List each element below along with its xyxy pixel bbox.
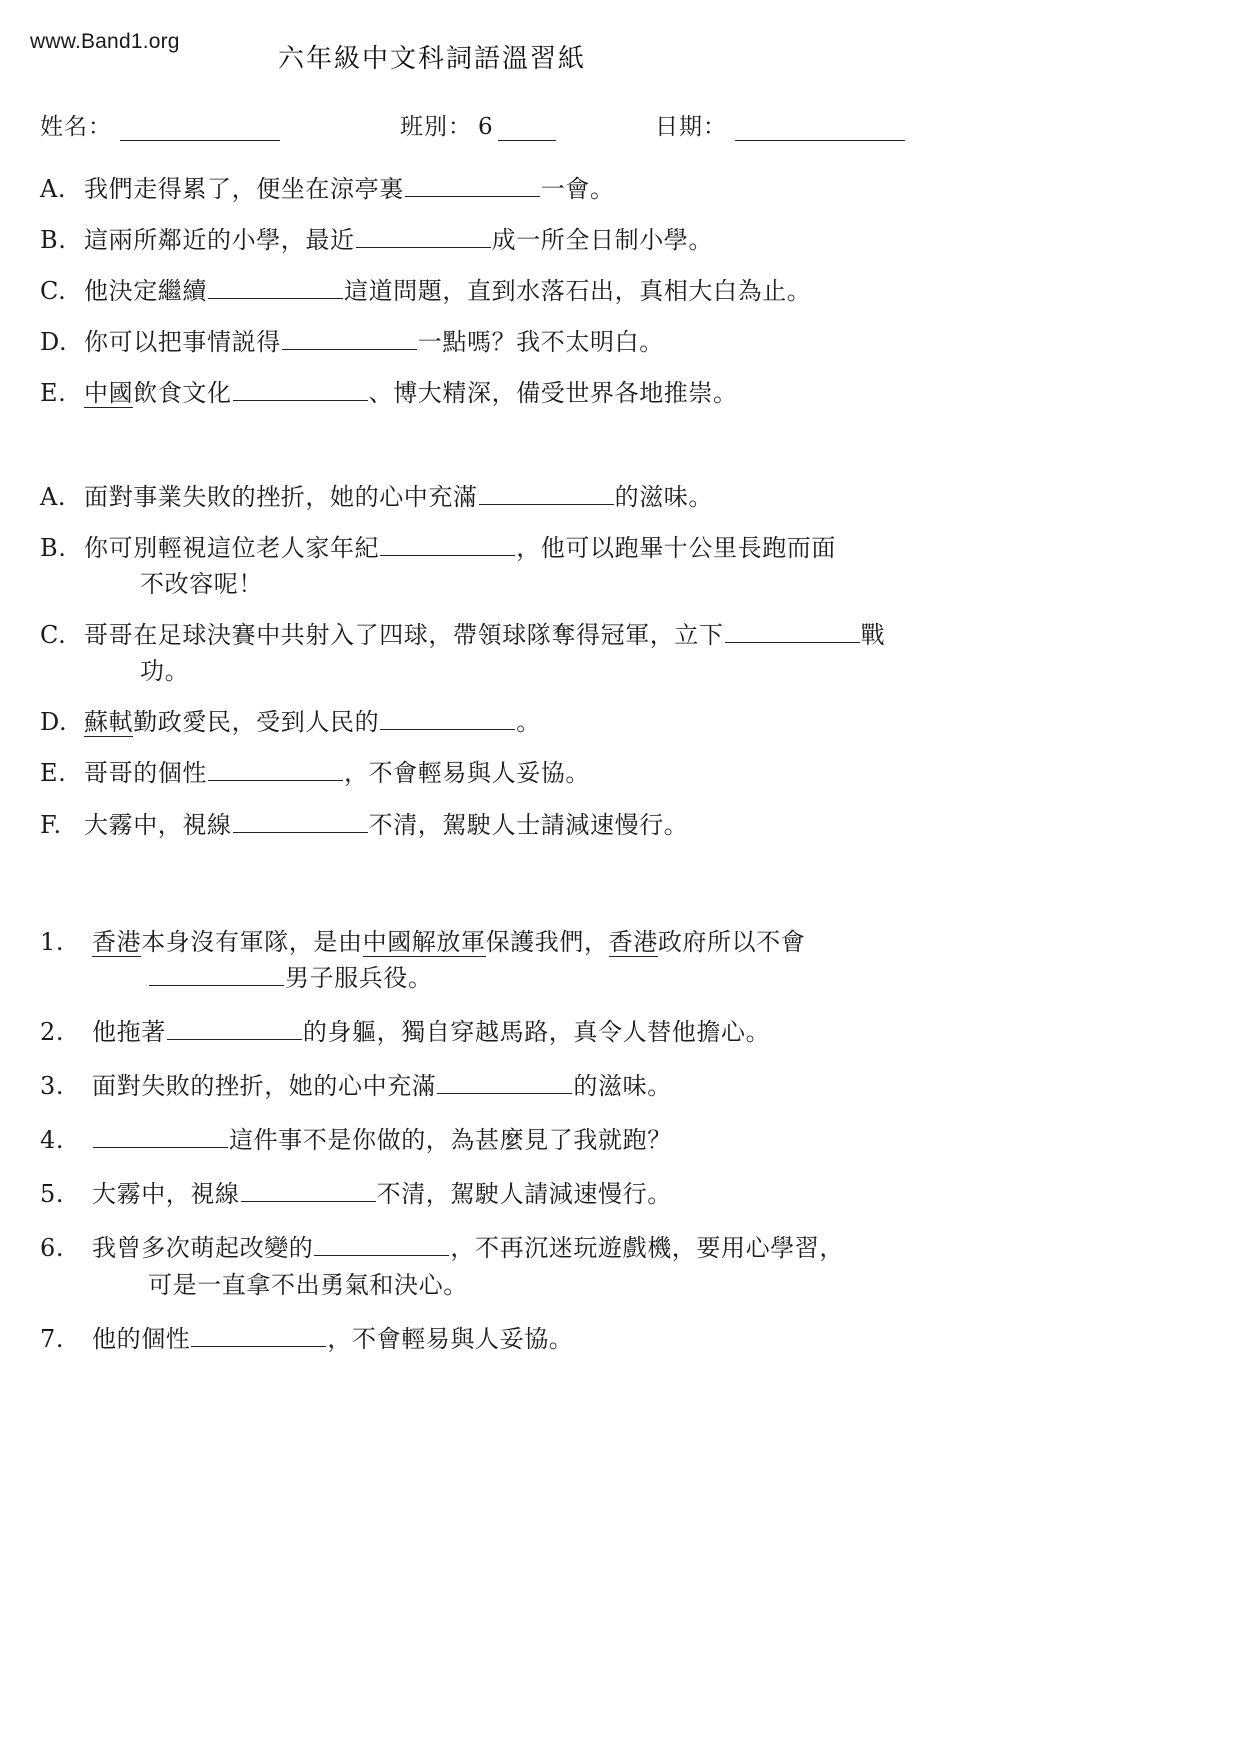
question-item bbox=[40, 274, 1205, 308]
answer-blank[interactable] bbox=[725, 621, 860, 643]
answer-blank[interactable] bbox=[208, 277, 343, 299]
sentence-text: 面對事業失敗的挫折，她的心中充滿 bbox=[84, 483, 478, 511]
proper-noun: 香港 bbox=[608, 928, 658, 956]
answer-blank[interactable] bbox=[191, 1325, 326, 1347]
question-item bbox=[40, 480, 1205, 514]
question-text bbox=[92, 1325, 573, 1353]
sentence-text: 的身軀，獨自穿越馬路，真令人替他擔心。 bbox=[302, 1018, 771, 1047]
sentence-text: 、博大精深，備受世界各地推崇。 bbox=[368, 379, 738, 408]
sentence-text: 政府所以不會 bbox=[657, 928, 806, 956]
question-label: B. bbox=[40, 226, 67, 255]
question-label: 6. bbox=[40, 1234, 65, 1263]
question-item bbox=[40, 1069, 1205, 1103]
sentence-text: 他拖著 bbox=[92, 1018, 166, 1047]
question-item bbox=[40, 925, 1205, 995]
question-label: 4. bbox=[40, 1126, 65, 1155]
question-item bbox=[40, 808, 1205, 842]
question-text bbox=[92, 1072, 672, 1100]
question-item bbox=[40, 1015, 1205, 1049]
class-value: 6 bbox=[478, 114, 494, 140]
sentence-text: 你可別輕視這位老人家年紀 bbox=[84, 534, 380, 563]
question-text bbox=[84, 175, 615, 203]
sentence-text: ，不會輕易與人妥協。 bbox=[327, 1324, 574, 1353]
question-text bbox=[84, 621, 885, 649]
sentence-text: 成一所全日制小學。 bbox=[491, 226, 714, 255]
question-text-continued bbox=[92, 961, 1205, 995]
question-item bbox=[40, 705, 1205, 739]
question-label: 1. bbox=[40, 928, 65, 956]
name-blank[interactable] bbox=[120, 118, 280, 141]
sentence-text: 我曾多次萌起改變的 bbox=[92, 1234, 314, 1263]
question-label: F. bbox=[40, 810, 62, 839]
question-text bbox=[84, 226, 713, 254]
answer-blank[interactable] bbox=[241, 1180, 376, 1202]
question-item bbox=[40, 1177, 1205, 1211]
answer-blank[interactable] bbox=[233, 379, 368, 401]
sentence-text: 大霧中，視線 bbox=[92, 1180, 240, 1209]
sentence-text: 戰 bbox=[860, 621, 886, 650]
question-text bbox=[92, 928, 805, 957]
question-label: D. bbox=[40, 708, 68, 737]
date-label: 日期： bbox=[655, 114, 727, 140]
page-title: 六年級中文科詞語溫習紙 bbox=[278, 44, 587, 74]
question-section-3 bbox=[40, 925, 1205, 1376]
name-field bbox=[40, 108, 280, 141]
question-text bbox=[84, 811, 688, 839]
sentence-text: 他決定繼續 bbox=[84, 277, 207, 306]
question-text bbox=[84, 483, 713, 511]
question-section-2 bbox=[40, 480, 1205, 859]
sentence-text: 男子服兵役。 bbox=[285, 964, 433, 993]
question-label: D. bbox=[40, 328, 68, 357]
question-text bbox=[84, 277, 811, 305]
question-item bbox=[40, 756, 1205, 790]
question-text bbox=[92, 1018, 770, 1046]
question-section-1 bbox=[40, 172, 1205, 427]
date-blank[interactable] bbox=[735, 118, 905, 141]
question-text bbox=[92, 1180, 672, 1208]
question-label: A. bbox=[40, 175, 67, 203]
question-label: C. bbox=[40, 277, 67, 306]
proper-noun: 中國解放軍 bbox=[362, 928, 486, 956]
question-text bbox=[84, 379, 738, 407]
sentence-text: 大霧中，視線 bbox=[84, 810, 232, 839]
question-item bbox=[40, 1123, 1205, 1157]
answer-blank[interactable] bbox=[167, 1018, 302, 1040]
answer-blank[interactable] bbox=[149, 964, 284, 986]
class-field bbox=[400, 108, 556, 141]
question-text-continued: 不改容呢！ bbox=[140, 570, 263, 599]
question-label: 7. bbox=[40, 1324, 65, 1353]
question-item bbox=[40, 531, 1205, 601]
answer-blank[interactable] bbox=[380, 708, 515, 730]
sentence-text: ，他可以跑畢十公里長跑而面 bbox=[516, 534, 837, 563]
question-item bbox=[40, 1231, 1205, 1301]
question-label: E. bbox=[40, 759, 67, 788]
question-text bbox=[84, 759, 590, 787]
sentence-text: 不清，駕駛人士請減速慢行。 bbox=[368, 810, 689, 839]
sentence-text: 的滋味。 bbox=[614, 483, 714, 511]
question-label: 2. bbox=[40, 1018, 65, 1047]
question-item bbox=[40, 376, 1205, 410]
sentence-text: ，不再沉迷玩遊戲機，要用心學習， bbox=[450, 1234, 845, 1263]
sentence-text: 一會。 bbox=[540, 175, 615, 203]
sentence-text: 不清，駕駛人請減速慢行。 bbox=[376, 1180, 672, 1209]
sentence-text: 的滋味。 bbox=[573, 1072, 672, 1101]
question-label: B. bbox=[40, 534, 67, 563]
sentence-text: 這兩所鄰近的小學，最近 bbox=[84, 226, 355, 255]
date-field bbox=[655, 108, 905, 141]
answer-blank[interactable] bbox=[282, 328, 417, 350]
question-text bbox=[84, 328, 664, 356]
sentence-text: 面對失敗的挫折，她的心中充滿 bbox=[92, 1072, 437, 1101]
page-header bbox=[0, 0, 1240, 86]
sentence-text: ，不會輕易與人妥協。 bbox=[344, 759, 590, 788]
sentence-text: 飲食文化 bbox=[133, 379, 232, 408]
sentence-text: 。 bbox=[516, 708, 541, 737]
question-label: 3. bbox=[40, 1072, 65, 1101]
answer-blank[interactable] bbox=[356, 226, 491, 248]
proper-noun: 中國 bbox=[84, 379, 134, 408]
question-text bbox=[84, 534, 836, 562]
question-label: A. bbox=[40, 483, 67, 511]
sentence-text: 我們走得累了，便坐在涼亭裏 bbox=[84, 175, 404, 203]
question-text bbox=[92, 1234, 844, 1262]
question-text bbox=[84, 708, 541, 736]
sentence-text: 一點嗎？我不太明白。 bbox=[417, 328, 664, 357]
sentence-text: 這道問題，直到水落石出，真相大白為止。 bbox=[344, 277, 812, 306]
proper-noun: 香港 bbox=[92, 928, 142, 956]
question-item bbox=[40, 618, 1205, 688]
question-text bbox=[92, 1126, 672, 1154]
answer-blank[interactable] bbox=[380, 534, 515, 556]
site-url: www.Band1.org bbox=[30, 30, 180, 53]
proper-noun: 蘇軾 bbox=[84, 708, 134, 737]
answer-blank[interactable] bbox=[233, 811, 368, 833]
answer-blank[interactable] bbox=[437, 1072, 572, 1094]
answer-blank[interactable] bbox=[479, 483, 614, 505]
sentence-text: 你可以把事情説得 bbox=[84, 328, 281, 357]
sentence-text: 這件事不是你做的，為甚麼見了我就跑？ bbox=[229, 1126, 672, 1155]
question-text-continued: 功。 bbox=[140, 657, 190, 686]
answer-blank[interactable] bbox=[314, 1234, 449, 1256]
question-text-continued: 可是一直拿不出勇氣和決心。 bbox=[148, 1270, 468, 1299]
question-item bbox=[40, 172, 1205, 206]
question-item bbox=[40, 1322, 1205, 1356]
answer-blank[interactable] bbox=[93, 1126, 228, 1148]
class-label: 班別： bbox=[400, 114, 472, 140]
class-blank[interactable] bbox=[498, 118, 556, 141]
sentence-text: 他的個性 bbox=[92, 1324, 191, 1353]
sentence-text: 本身沒有軍隊，是由 bbox=[141, 928, 363, 956]
question-item bbox=[40, 325, 1205, 359]
name-label: 姓名： bbox=[40, 114, 112, 140]
question-label: E. bbox=[40, 379, 67, 408]
question-label: 5. bbox=[40, 1180, 65, 1209]
sentence-text: 勤政愛民，受到人民的 bbox=[133, 708, 380, 737]
answer-blank[interactable] bbox=[405, 175, 540, 197]
sentence-text: 保護我們， bbox=[485, 928, 609, 956]
question-label: C. bbox=[40, 621, 67, 650]
sentence-text: 哥哥的個性 bbox=[84, 759, 207, 788]
question-item bbox=[40, 223, 1205, 257]
sentence-text: 哥哥在足球決賽中共射入了四球，帶領球隊奪得冠軍，立下 bbox=[84, 621, 724, 650]
answer-blank[interactable] bbox=[208, 759, 343, 781]
